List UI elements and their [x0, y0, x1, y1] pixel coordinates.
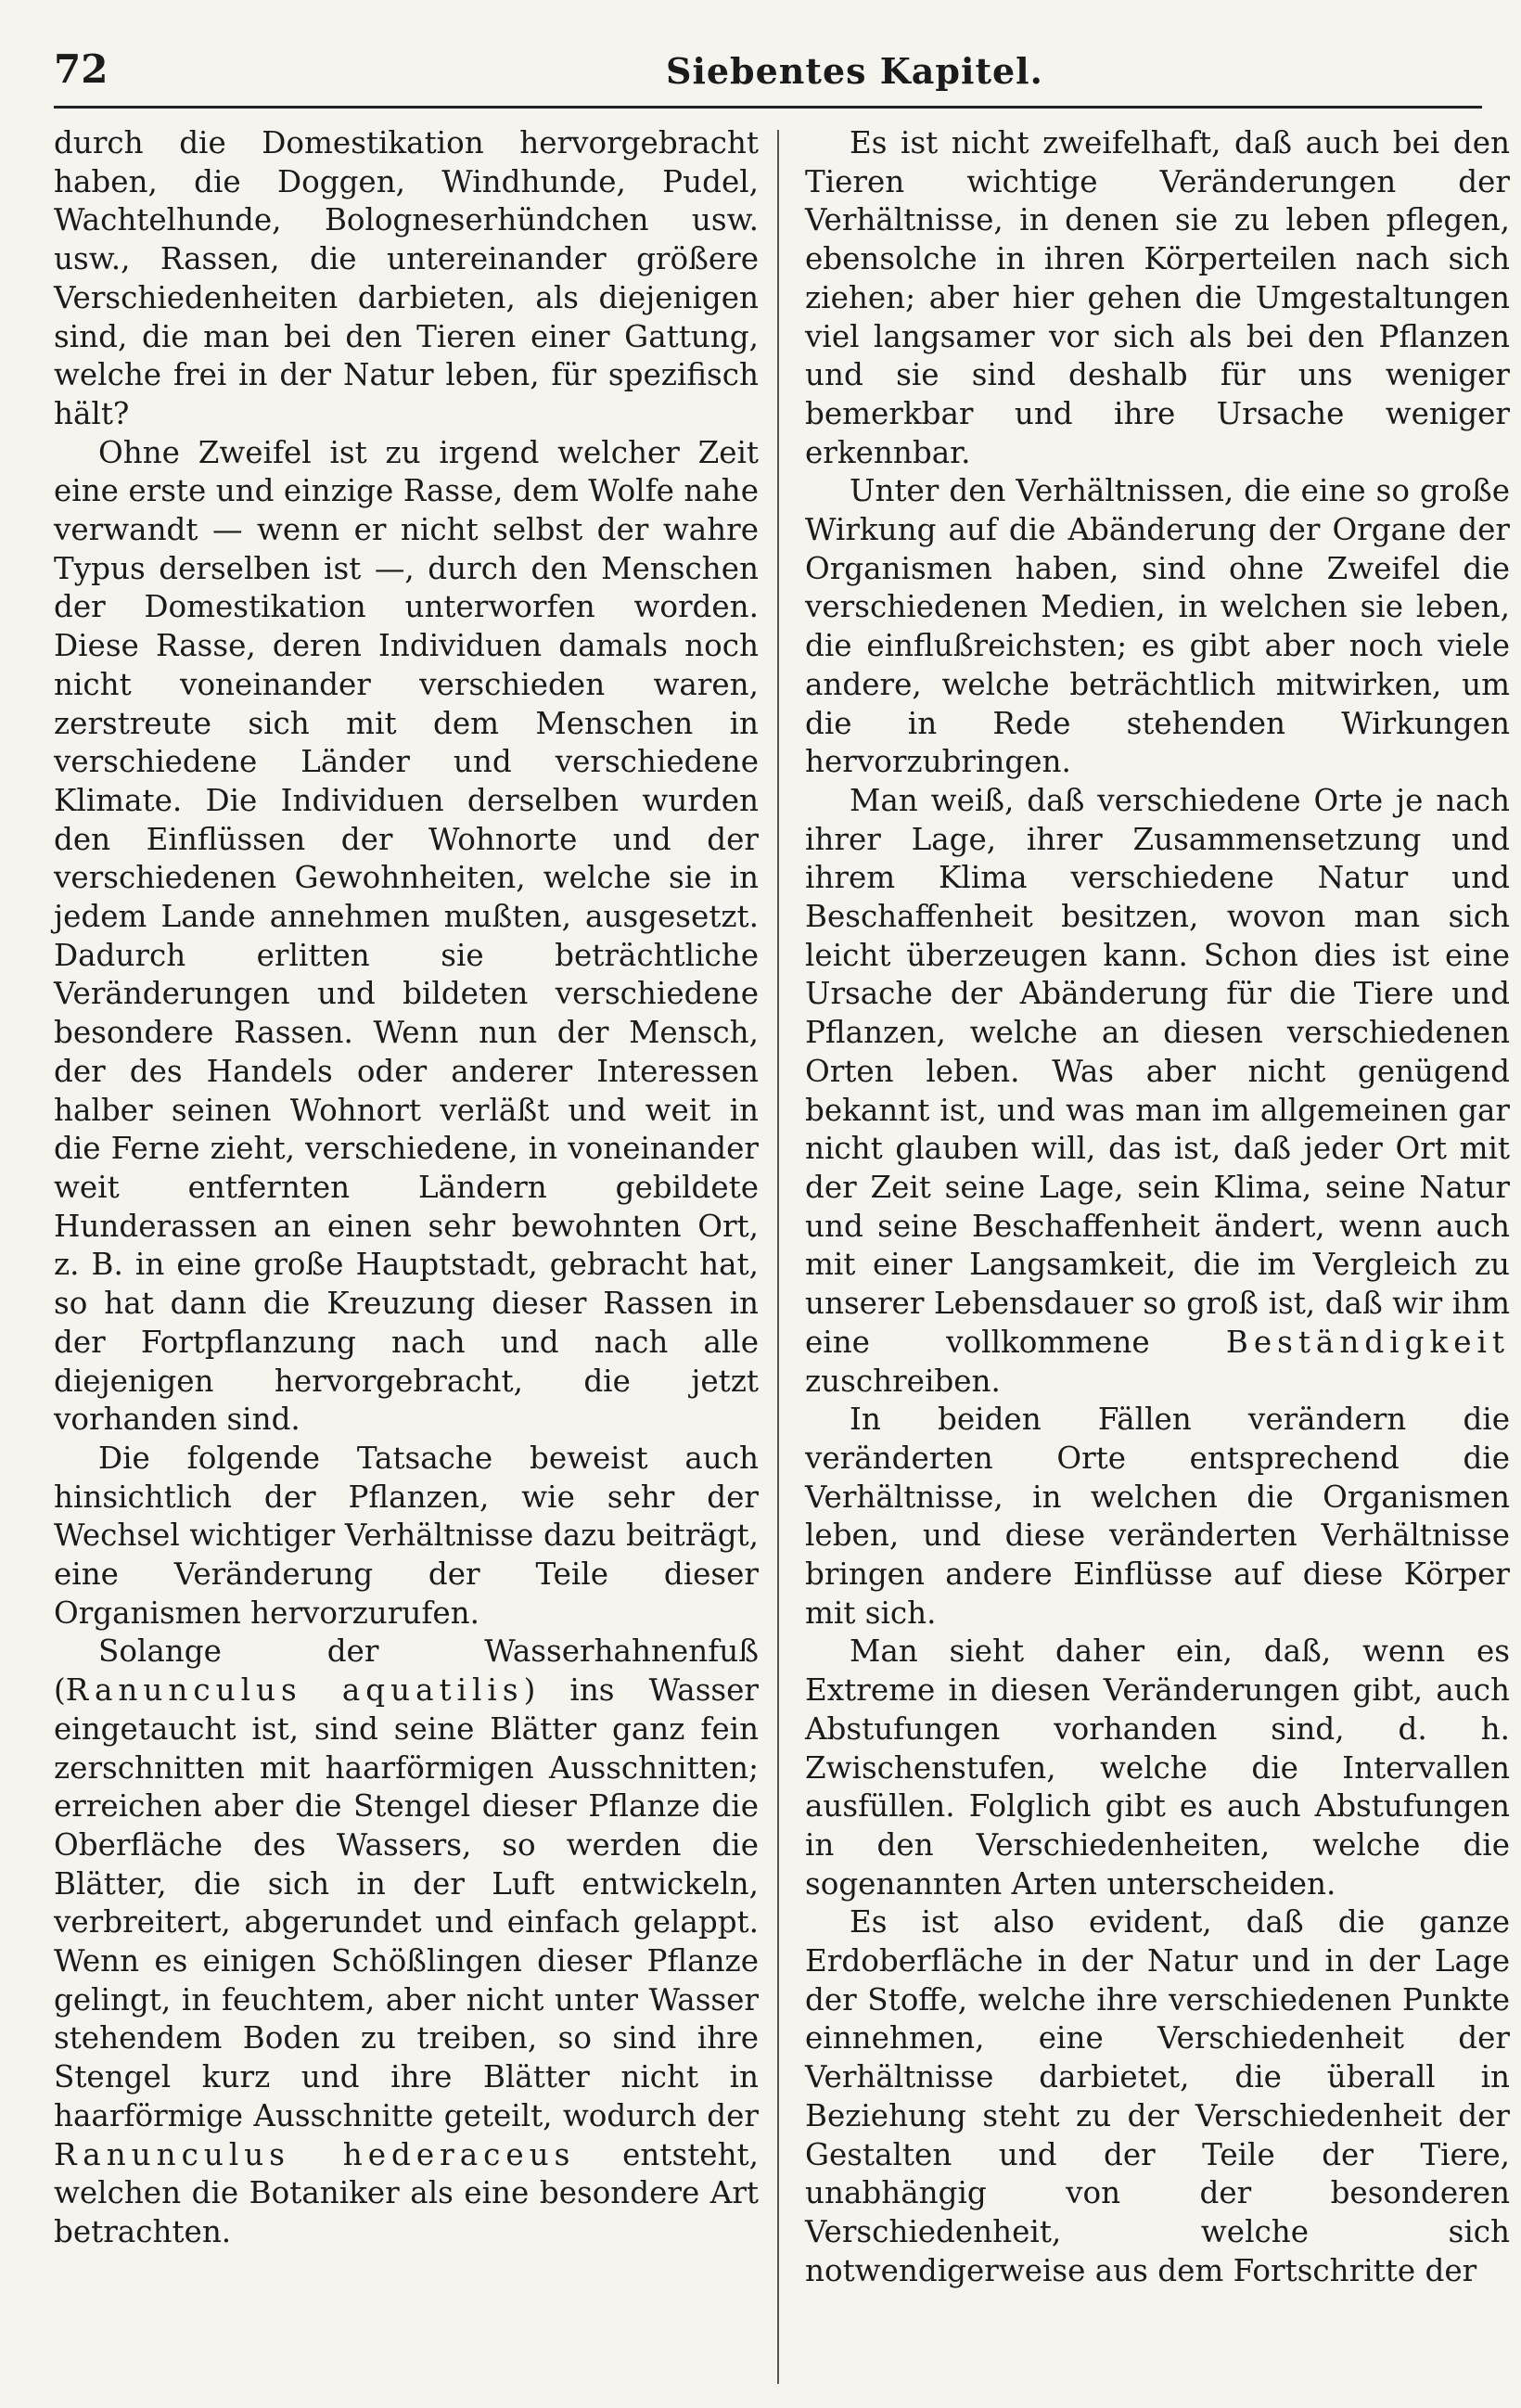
paragraph: Man sieht daher ein, daß, wenn es Extreme in diesen Veränderungen gibt, auch Abstufungen vorhanden sind, d. h. Zwischenstufen, welche die Intervallen ausfüllen. Folglich gibt es auch Abstufungen in den Verschiedenheiten, welche die sogenannten Arten unterscheiden.: [805, 1633, 1510, 1902]
paragraph: Es ist nicht zweifelhaft, daß auch bei den Tieren wichtige Veränderungen der Verhältnisse, in denen sie zu leben pflegen, ebensolche in ihren Körperteilen nach sich ziehen; aber hier gehen die Umgestaltungen viel langsamer vor sich als bei den Pflanzen und sie sind deshalb für uns weniger bemerkbar und ihre Ursache weniger erkennbar.: [805, 125, 1510, 470]
species-name: Ranunculus aquatilis: [65, 1672, 524, 1709]
emphasized-word: Beständigkeit: [1225, 1324, 1510, 1360]
paragraph: Unter den Verhältnissen, die eine so große Wirkung auf die Abänderung der Organe der Organismen haben, sind ohne Zweifel die verschiedenen Medien, in welchen sie leben, die einflußreichsten; es gibt aber noch viele andere, welche beträchtlich mitwirken, um die in Rede stehenden Wirkungen hervorzubringen.: [805, 473, 1510, 780]
column-divider: [777, 130, 779, 2384]
right-column: [805, 124, 1510, 2290]
paragraph-text: ) ins Wasser eingetaucht ist, sind seine Blätter ganz fein zerschnitten mit haarförmigen Ausschnitten; erreichen aber die Stengel dieser Pflanze die Oberfläche des Wassers, so werden die Blätter, die sich in der Luft entwickeln, verbreitert, abgerundet und einfach gelappt. Wenn es einigen Schößlingen dieser Pflanze gelingt, in feuchtem, aber nicht unter Wasser stehendem Boden zu treiben, so sind ihre Stengel kurz und ihre Blätter nicht in haarförmige Ausschnitte geteilt, wodurch der: [54, 1672, 759, 2133]
species-name: Ranunculus hederaceus: [54, 2136, 576, 2172]
paragraph-continued: durch die Domestikation hervorgebracht haben, die Doggen, Windhunde, Pudel, Wachtelhunde, Bologneserhündchen usw. usw., Rassen, die untereinander größere Verschiedenheiten darbieten, als diejenigen sind, die man bei den Tieren einer Gattung, welche frei in der Natur leben, für spezifisch hält?: [54, 125, 759, 431]
page-number: 72: [54, 46, 109, 92]
paragraph-text: entsteht, welchen die Botaniker als eine besondere Art betrachten.: [54, 2136, 760, 2249]
paragraph: In beiden Fällen verändern die veränderten Orte entsprechend die Verhältnisse, in welchen die Organismen leben, und diese veränderten Verhältnisse bringen andere Einflüsse auf diese Körper mit sich.: [805, 1402, 1510, 1631]
paragraph-text: Solange der Wasserhahnenfuß (: [54, 1633, 759, 1709]
left-column: [54, 124, 759, 2252]
paragraph: Ohne Zweifel ist zu irgend welcher Zeit eine erste und einzige Rasse, dem Wolfe nahe verwandt — wenn er nicht selbst der wahre Typus derselben ist —, durch den Menschen der Domestikation unterworfen worden. Diese Rasse, deren Individuen damals noch nicht voneinander verschieden waren, zerstreute sich mit dem Menschen in verschiedene Länder und verschiedene Klimate. Die Individuen derselben wurden den Einflüssen der Wohnorte und der verschiedenen Gewohnheiten, welche sie in jedem Lande annehmen mußten, ausgesetzt. Dadurch erlitten sie beträchtliche Veränderungen und bildeten verschiedene besondere Rassen. Wenn nun der Mensch, der des Handels oder anderer Interessen halber seinen Wohnort verläßt und weit in die Ferne zieht, verschiedene, in voneinander weit entfernten Ländern gebildete Hunderassen an einen sehr bewohnten Ort, z. B. in eine große Hauptstadt, gebracht hat, so hat dann die Kreuzung dieser Rassen in der Fortpflanzung nach und nach alle diejenigen hervorgebracht, die jetzt vorhanden sind.: [54, 434, 759, 1438]
paragraph: [54, 1633, 759, 2251]
page-header: [54, 41, 1482, 106]
paragraph: [805, 782, 1510, 1401]
paragraph: Die folgende Tatsache beweist auch hinsichtlich der Pflanzen, wie sehr der Wechsel wichtiger Verhältnisse dazu beiträgt, eine Veränderung der Teile dieser Organismen hervorzurufen.: [54, 1440, 759, 1631]
header-rule: [54, 106, 1482, 109]
paragraph: Es ist also evident, daß die ganze Erdoberfläche in der Natur und in der Lage der Stoffe, welche ihre verschiedenen Punkte einnehmen, eine Verschiedenheit der Verhältnisse darbietet, die überall in Beziehung steht zu der Verschiedenheit der Gestalten und der Teile der Tiere, unabhängig von der besonderen Verschiedenheit, welche sich notwendigerweise aus dem Fortschritte der: [805, 1904, 1510, 2288]
paragraph-text: zuschreiben.: [805, 1363, 1001, 1399]
paragraph-text: Man weiß, daß verschiedene Orte je nach ihrer Lage, ihrer Zusammensetzung und ihrem Klima verschiedene Natur und Beschaffenheit besitzen, wovon man sich leicht überzeugen kann. Schon dies ist eine Ursache der Abänderung für die Tiere und Pflanzen, welche an diesen verschiedenen Orten leben. Was aber nicht genügend bekannt ist, und was man im allgemeinen gar nicht glauben will, das ist, daß jeder Ort mit der Zeit seine Lage, sein Klima, seine Natur und seine Beschaffenheit ändert, wenn auch mit einer Langsamkeit, die im Vergleich zu unserer Lebensdauer so groß ist, daß wir ihm eine vollkommene: [805, 782, 1510, 1360]
running-head: Siebentes Kapitel.: [666, 50, 1043, 92]
